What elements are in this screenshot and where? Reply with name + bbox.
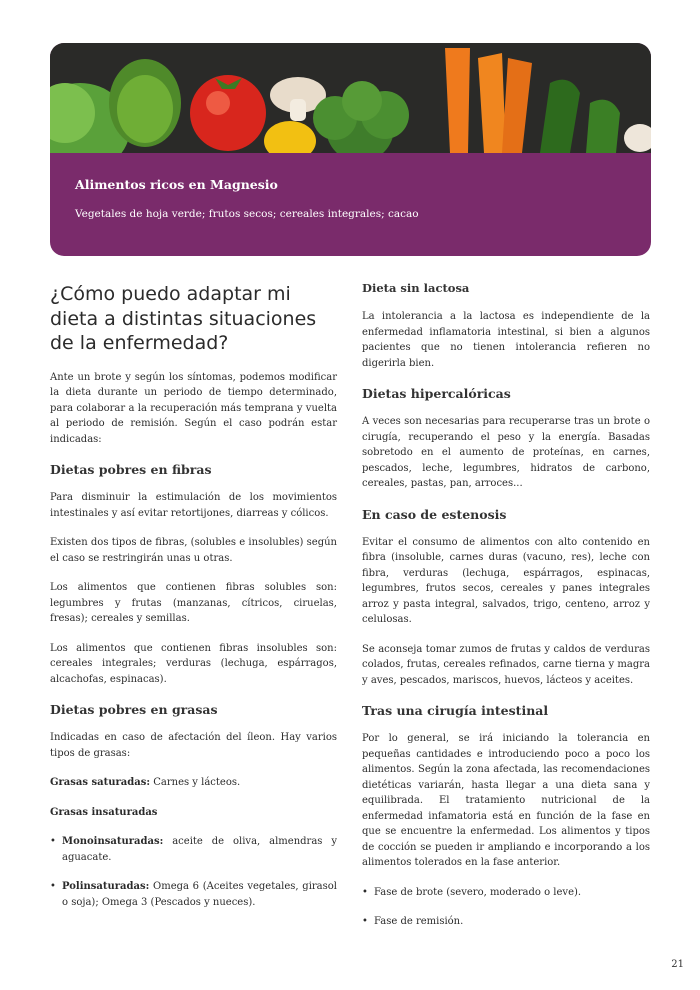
list-item: [50, 834, 337, 865]
saturadas-label: Grasas saturadas:: [50, 777, 151, 788]
left-column: [50, 280, 337, 924]
fibras-p2: Existen dos tipos de fibras, (solubles e insolubles) según el caso se restringirán unas u otras.: [50, 537, 337, 564]
right-column: [362, 280, 650, 944]
lactosa-heading: Dieta sin lactosa: [362, 281, 470, 295]
mono-text: aceite de oliva, almendras y aguacate.: [62, 836, 337, 863]
grasas-p1: Indicadas en caso de afectación del íleon. Hay varios tipos de grasas:: [50, 732, 337, 759]
fibras-p3: Los alimentos que contienen fibras solubles son: legumbres y frutas (manzanas, cítricos, ciruelas, fresas); cereales y semillas.: [50, 582, 337, 624]
estenosis-p2: Se aconseja tomar zumos de frutas y caldos de verduras colados, frutas, cereales refinados, carne tierna y magra y aves, pescados, mariscos, huevos, lácteos y aceites.: [362, 643, 650, 686]
page-title: ¿Cómo puedo adaptar mi dieta a distintas situaciones de la enfermedad?: [50, 283, 317, 354]
vegetables-photo: [50, 43, 651, 153]
grasas-saturadas: [50, 775, 337, 791]
cirugia-p1: Por lo general, se irá iniciando la tolerancia en pequeñas cantidades e introduciendo poco a poco los alimentos. Según la zona afectada, las recomendaciones dietéticas variarán, hasta llegar a una dieta sana y equilibrada. El tratamiento nutricional de la enfermedad infamatoria está en función de la fase en que se encuentre la enfermedad. Los alimentos y tipos de cocción se pueden ir ampliando e incorporando a los alimentos tolerados en la fase anterior.: [362, 733, 650, 868]
fibras-heading: Dietas pobres en fibras: [50, 462, 212, 477]
grasas-insaturadas: [50, 805, 337, 821]
hiper-p1: A veces son necesarias para recuperarse tras un brote o cirugía, recuperando el peso y la energía. Basadas sobretodo en el aumento de proteínas, en carnes, pescados, leche, legumbres, hidratos de carbono, cereales, pastas, pan, arroces...: [362, 416, 650, 489]
insaturadas-label: Grasas insaturadas: [50, 806, 158, 818]
banner-title: Alimentos ricos en Magnesio: [75, 177, 278, 192]
list-item: • Fase de remisión.: [362, 914, 650, 930]
banner-text: [75, 177, 635, 220]
page-number: 21: [671, 959, 684, 970]
poli-label: Polinsaturadas:: [62, 881, 150, 892]
list-item: [50, 879, 337, 910]
header-banner: [50, 43, 651, 256]
intro-paragraph: Ante un brote y según los síntomas, podemos modificar la dieta durante un periodo de tiempo determinado, para colaborar a la recuperación más temprana y vuelta al periodo de remisión. Según el caso podrán estar indicadas:: [50, 371, 337, 445]
fibras-p1: Para disminuir la estimulación de los movimientos intestinales y así evitar retortijones, diarreas y cólicos.: [50, 492, 337, 519]
saturadas-text: Carnes y lácteos.: [150, 777, 241, 788]
cirugia-heading: Tras una cirugía intestinal: [362, 703, 549, 718]
estenosis-p1: Evitar el consumo de alimentos con alto contenido en fibra (insoluble, carnes duras (vacuno, res), leche con fibra, verduras (lechuga, espárragos, espinacas, legumbres, frutos secos, cereales y panes integrales arroz y pasta integral, salvados, trigo, centeno, arroz y celulosas.: [362, 536, 650, 625]
estenosis-heading: En caso de estenosis: [362, 506, 507, 522]
list-item: • Fase de brote (severo, moderado o leve).: [362, 885, 650, 901]
banner-subtitle: Vegetales de hoja verde; frutos secos; cereales integrales; cacao: [75, 208, 419, 220]
grasas-heading: Dietas pobres en grasas: [50, 702, 218, 717]
poli-text: Omega 6 (Aceites vegetales, girasol o soja); Omega 3 (Pescados y nueces).: [62, 881, 337, 908]
insaturadas-list: [50, 834, 337, 910]
lactosa-p1: La intolerancia a la lactosa es independiente de la enfermedad inflamatoria intestinal, si bien a algunos pacientes que no tienen intolerancia refieren no digerirla bien.: [362, 311, 650, 369]
fibras-p4: Los alimentos que contienen fibras insolubles son: cereales integrales; verduras (lechuga, espárragos, alcachofas, espinacas).: [50, 642, 337, 685]
fases-list: [362, 885, 650, 930]
hiper-heading: Dietas hipercalóricas: [362, 386, 511, 401]
mono-label: Monoinsaturadas:: [62, 836, 164, 847]
